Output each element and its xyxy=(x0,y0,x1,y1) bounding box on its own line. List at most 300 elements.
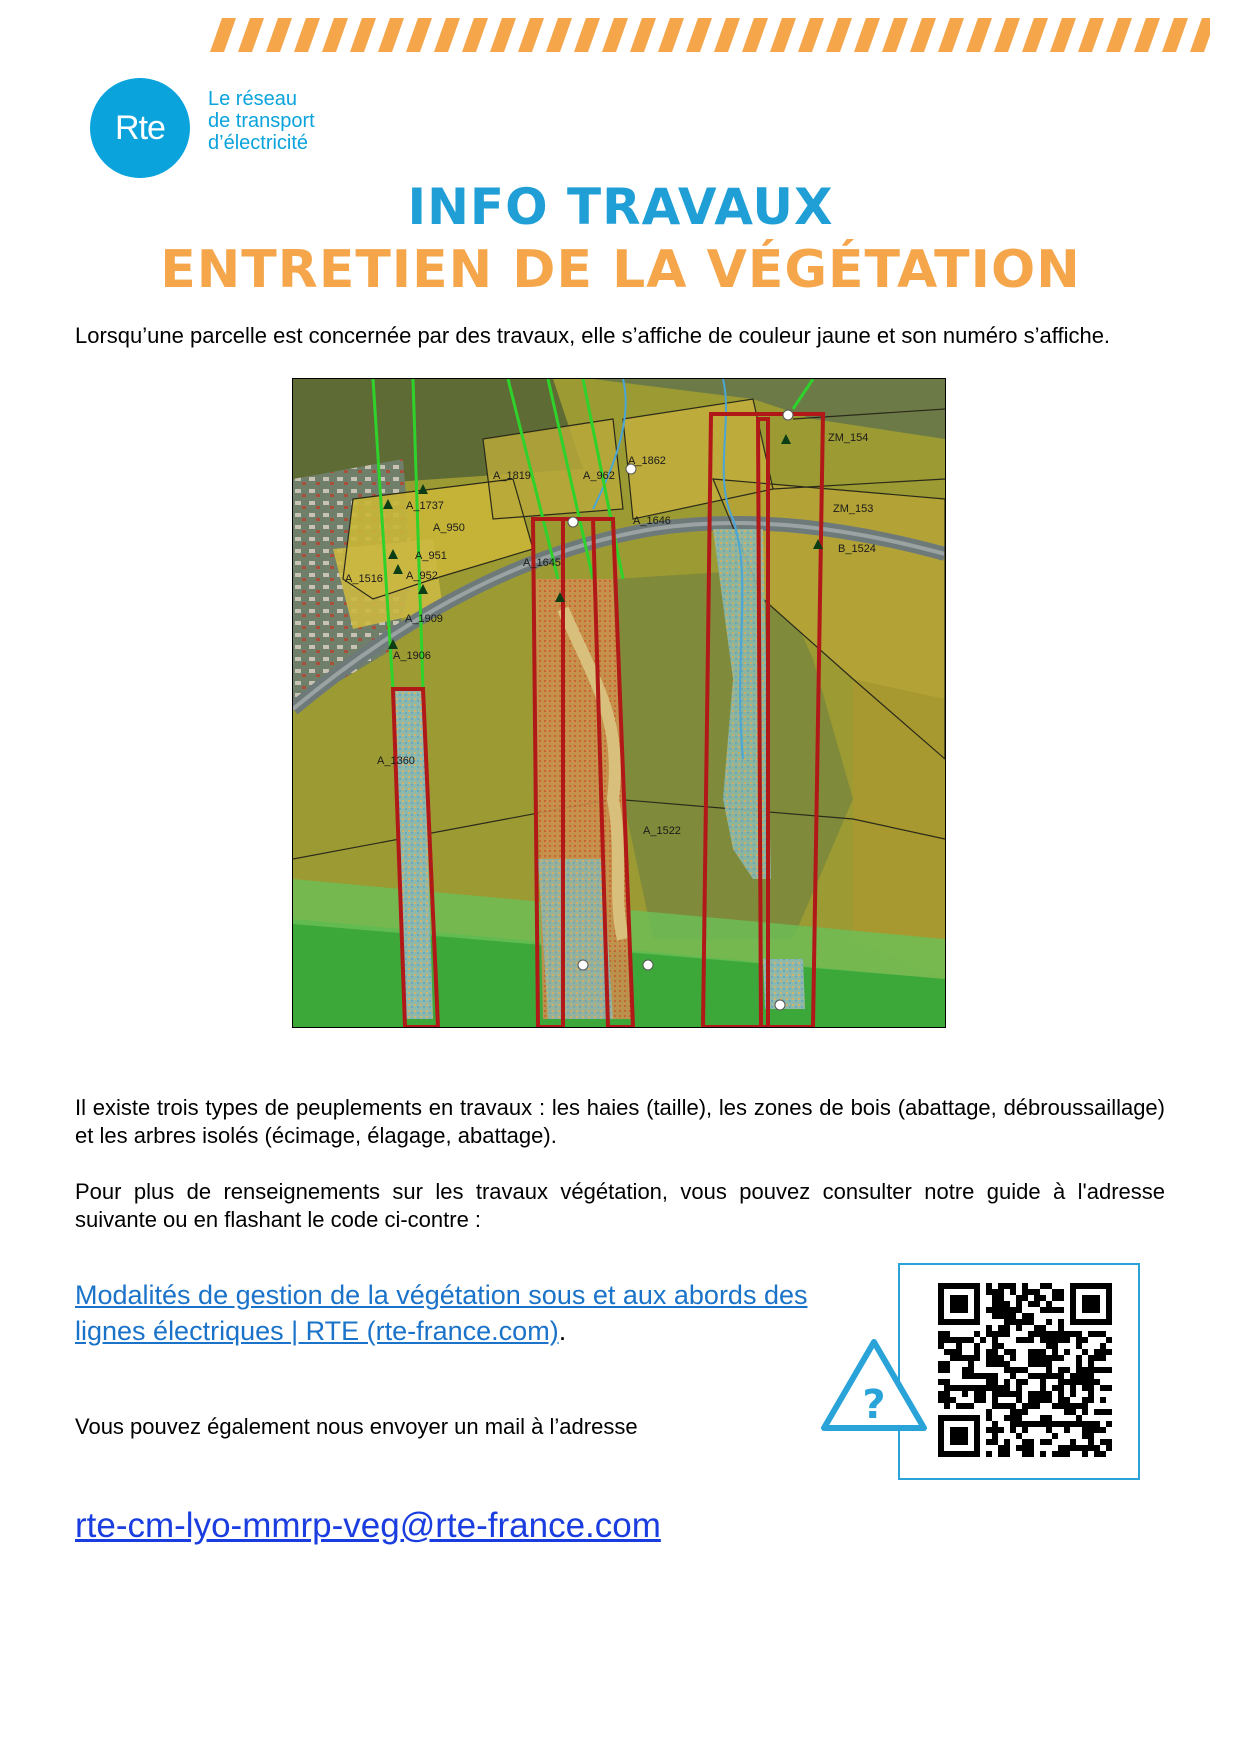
qr-module xyxy=(1040,1295,1046,1301)
qr-module xyxy=(1022,1379,1028,1385)
qr-module xyxy=(1070,1391,1076,1397)
qr-module xyxy=(944,1379,950,1385)
qr-module xyxy=(992,1301,998,1307)
qr-module xyxy=(1094,1451,1100,1457)
qr-module xyxy=(998,1325,1004,1331)
qr-module xyxy=(1082,1367,1088,1373)
qr-module xyxy=(968,1403,974,1409)
qr-module xyxy=(1004,1379,1010,1385)
qr-module xyxy=(1088,1331,1094,1337)
qr-module xyxy=(1058,1307,1064,1313)
qr-module xyxy=(1076,1421,1082,1427)
map-label: A_1646 xyxy=(633,515,671,527)
qr-module xyxy=(1028,1313,1034,1319)
qr-module xyxy=(986,1385,992,1391)
qr-module xyxy=(1046,1361,1052,1367)
qr-module xyxy=(992,1373,998,1379)
qr-module xyxy=(1034,1325,1040,1331)
qr-module xyxy=(944,1337,950,1343)
qr-module xyxy=(1046,1331,1052,1337)
qr-module xyxy=(1088,1385,1094,1391)
qr-module xyxy=(1016,1385,1022,1391)
qr-module xyxy=(986,1331,992,1337)
qr-module xyxy=(962,1391,968,1397)
guide-link-block xyxy=(75,1277,835,1349)
qr-module xyxy=(998,1331,1004,1337)
qr-module xyxy=(974,1331,980,1337)
qr-module xyxy=(1040,1349,1046,1355)
qr-module xyxy=(998,1295,1004,1301)
map-label: A_1737 xyxy=(406,500,444,512)
qr-module xyxy=(956,1403,962,1409)
qr-module xyxy=(986,1379,992,1385)
qr-module xyxy=(974,1385,980,1391)
qr-module xyxy=(1004,1451,1010,1457)
qr-module xyxy=(1028,1391,1034,1397)
qr-module xyxy=(1004,1403,1010,1409)
qr-module xyxy=(1070,1379,1076,1385)
qr-module xyxy=(1106,1439,1112,1445)
header-stripe-band xyxy=(210,18,1210,52)
qr-module xyxy=(1004,1319,1010,1325)
qr-module xyxy=(992,1313,998,1319)
qr-module xyxy=(938,1361,944,1367)
qr-module xyxy=(998,1283,1004,1289)
qr-module xyxy=(992,1295,998,1301)
qr-module xyxy=(1016,1301,1022,1307)
qr-module xyxy=(986,1307,992,1313)
qr-module xyxy=(980,1391,986,1397)
types-paragraph: Il existe trois types de peuplements en travaux : les haies (taille), les zones de bois (abattage, débroussaillage) et les arbres isolés (écimage, élagage, abattage). xyxy=(75,1095,1165,1148)
qr-module xyxy=(1010,1307,1016,1313)
mail-paragraph: Vous pouvez également nous envoyer un mail à l’adresse xyxy=(75,1414,638,1439)
qr-module xyxy=(962,1367,968,1373)
qr-module xyxy=(944,1367,950,1373)
qr-module xyxy=(962,1385,968,1391)
qr-module xyxy=(1076,1403,1082,1409)
qr-module xyxy=(1082,1349,1088,1355)
qr-module xyxy=(956,1385,962,1391)
qr-module xyxy=(1070,1439,1076,1445)
qr-module xyxy=(1094,1367,1100,1373)
qr-module xyxy=(980,1373,986,1379)
qr-module xyxy=(944,1349,950,1355)
qr-module xyxy=(1088,1373,1094,1379)
qr-module xyxy=(986,1355,992,1361)
qr-module xyxy=(1058,1337,1064,1343)
qr-module xyxy=(1058,1289,1064,1295)
rte-logo-mark-text: Rte xyxy=(115,108,165,147)
qr-module xyxy=(1058,1325,1064,1331)
qr-module xyxy=(1064,1403,1070,1409)
qr-module xyxy=(1040,1415,1046,1421)
qr-module xyxy=(1094,1331,1100,1337)
qr-module xyxy=(1058,1421,1064,1427)
qr-module xyxy=(1034,1397,1040,1403)
qr-module xyxy=(1046,1397,1052,1403)
qr-module xyxy=(1040,1361,1046,1367)
qr-module xyxy=(1034,1295,1040,1301)
map-label: A_1819 xyxy=(493,470,531,482)
qr-module xyxy=(1004,1439,1010,1445)
qr-module xyxy=(1100,1355,1106,1361)
qr-module xyxy=(1022,1445,1028,1451)
qr-module xyxy=(1028,1397,1034,1403)
qr-module xyxy=(1064,1427,1070,1433)
qr-module xyxy=(1052,1295,1058,1301)
qr-module xyxy=(968,1355,974,1361)
qr-module xyxy=(1016,1433,1022,1439)
qr-module xyxy=(1004,1445,1010,1451)
qr-module xyxy=(998,1403,1004,1409)
qr-module xyxy=(1070,1403,1076,1409)
qr-module xyxy=(1040,1421,1046,1427)
qr-module xyxy=(1100,1343,1106,1349)
qr-module xyxy=(1034,1331,1040,1337)
qr-module xyxy=(1046,1427,1052,1433)
qr-module xyxy=(1040,1397,1046,1403)
qr-module xyxy=(950,1355,956,1361)
qr-module xyxy=(1034,1289,1040,1295)
qr-module xyxy=(1022,1427,1028,1433)
qr-module xyxy=(998,1361,1004,1367)
qr-module xyxy=(1040,1385,1046,1391)
qr-module xyxy=(998,1451,1004,1457)
qr-module xyxy=(1004,1385,1010,1391)
qr-module xyxy=(1064,1349,1070,1355)
qr-module xyxy=(1088,1379,1094,1385)
qr-module xyxy=(998,1427,1004,1433)
qr-module xyxy=(938,1367,944,1373)
qr-module xyxy=(1046,1307,1052,1313)
qr-module xyxy=(956,1349,962,1355)
qr-module xyxy=(1028,1403,1034,1409)
qr-module xyxy=(998,1385,1004,1391)
qr-module xyxy=(992,1331,998,1337)
qr-module xyxy=(1058,1331,1064,1337)
qr-module xyxy=(986,1289,992,1295)
qr-module xyxy=(1094,1445,1100,1451)
qr-module xyxy=(1094,1355,1100,1361)
qr-module xyxy=(1010,1373,1016,1379)
qr-module xyxy=(1028,1331,1034,1337)
qr-module xyxy=(1076,1337,1082,1343)
qr-module xyxy=(950,1397,956,1403)
qr-module xyxy=(1010,1355,1016,1361)
qr-module xyxy=(998,1391,1004,1397)
qr-module xyxy=(1040,1337,1046,1343)
qr-module xyxy=(1088,1439,1094,1445)
qr-module xyxy=(968,1373,974,1379)
qr-module xyxy=(1088,1445,1094,1451)
qr-module xyxy=(1046,1343,1052,1349)
qr-module xyxy=(950,1349,956,1355)
qr-module xyxy=(986,1361,992,1367)
qr-module xyxy=(1082,1379,1088,1385)
qr-module xyxy=(1082,1433,1088,1439)
qr-module xyxy=(1010,1403,1016,1409)
qr-module xyxy=(1028,1451,1034,1457)
qr-module xyxy=(992,1439,998,1445)
qr-module xyxy=(992,1421,998,1427)
qr-module xyxy=(1064,1331,1070,1337)
qr-module xyxy=(1052,1307,1058,1313)
qr-module xyxy=(1088,1391,1094,1397)
qr-module xyxy=(998,1289,1004,1295)
qr-module xyxy=(1088,1427,1094,1433)
qr-module xyxy=(1040,1325,1046,1331)
qr-module xyxy=(1040,1283,1046,1289)
qr-module xyxy=(986,1325,992,1331)
qr-module xyxy=(1004,1301,1010,1307)
qr-module xyxy=(1052,1355,1058,1361)
qr-module xyxy=(1094,1421,1100,1427)
map-label: ZM_153 xyxy=(833,503,874,515)
qr-module xyxy=(1070,1421,1076,1427)
qr-module xyxy=(992,1427,998,1433)
logo-line-2: de transport xyxy=(208,110,315,132)
qr-module xyxy=(1016,1367,1022,1373)
qr-module xyxy=(1040,1355,1046,1361)
qr-module xyxy=(1046,1337,1052,1343)
qr-module xyxy=(968,1367,974,1373)
map-label: A_1645 xyxy=(523,557,561,569)
qr-module xyxy=(1064,1445,1070,1451)
qr-module xyxy=(938,1379,944,1385)
qr-module xyxy=(1052,1433,1058,1439)
qr-module xyxy=(1058,1451,1064,1457)
qr-module xyxy=(956,1355,962,1361)
qr-module xyxy=(1046,1421,1052,1427)
info-paragraph: Pour plus de renseignements sur les travaux végétation, vous pouvez consulter notre guide à l'adresse suivante ou en flashant le code ci-contre : xyxy=(75,1179,1165,1232)
qr-module xyxy=(1034,1355,1040,1361)
qr-module xyxy=(986,1409,992,1415)
qr-module xyxy=(1076,1445,1082,1451)
qr-module xyxy=(1022,1451,1028,1457)
qr-module xyxy=(1064,1409,1070,1415)
qr-module xyxy=(1034,1349,1040,1355)
qr-module xyxy=(1082,1385,1088,1391)
qr-module xyxy=(1034,1403,1040,1409)
qr-module xyxy=(950,1427,968,1445)
qr-module xyxy=(1016,1325,1022,1331)
map-label: A_951 xyxy=(415,550,447,562)
qr-module xyxy=(1028,1337,1034,1343)
qr-module xyxy=(938,1337,944,1343)
qr-module xyxy=(944,1397,950,1403)
qr-module xyxy=(1088,1355,1094,1361)
qr-module xyxy=(1082,1403,1088,1409)
qr-module xyxy=(1004,1391,1010,1397)
qr-module xyxy=(1082,1427,1088,1433)
qr-module xyxy=(1046,1301,1052,1307)
qr-module xyxy=(1016,1409,1022,1415)
qr-module xyxy=(1034,1361,1040,1367)
qr-module xyxy=(1052,1385,1058,1391)
qr-module xyxy=(1022,1289,1028,1295)
qr-module xyxy=(962,1355,968,1361)
guide-link-suffix: . xyxy=(558,1316,567,1346)
qr-module xyxy=(1046,1391,1052,1397)
qr-module xyxy=(992,1397,998,1403)
qr-module xyxy=(1076,1373,1082,1379)
title-entretien-vegetation: ENTRETIEN DE LA VÉGÉTATION xyxy=(160,240,1081,300)
qr-module xyxy=(1094,1349,1100,1355)
qr-module xyxy=(938,1343,944,1349)
qr-module xyxy=(1058,1391,1064,1397)
qr-module xyxy=(1058,1295,1064,1301)
qr-module xyxy=(968,1337,974,1343)
qr-module xyxy=(1046,1415,1052,1421)
qr-module xyxy=(1058,1403,1064,1409)
qr-module xyxy=(1070,1385,1076,1391)
qr-module xyxy=(1010,1391,1016,1397)
qr-module xyxy=(1052,1373,1058,1379)
qr-module xyxy=(944,1331,950,1337)
qr-code-image[interactable] xyxy=(938,1283,1112,1457)
qr-module xyxy=(992,1379,998,1385)
intro-paragraph: Lorsqu’une parcelle est concernée par des travaux, elle s’affiche de couleur jaune et son numéro s’affiche. xyxy=(75,323,1111,348)
email-block xyxy=(75,1506,661,1546)
qr-module xyxy=(992,1337,998,1343)
qr-module xyxy=(1040,1331,1046,1337)
qr-module xyxy=(1004,1361,1010,1367)
qr-module xyxy=(1052,1349,1058,1355)
qr-module xyxy=(1022,1295,1028,1301)
qr-module xyxy=(1100,1367,1106,1373)
qr-module xyxy=(1022,1439,1028,1445)
qr-module xyxy=(1070,1373,1076,1379)
qr-module xyxy=(968,1361,974,1367)
qr-module xyxy=(1052,1421,1058,1427)
qr-module xyxy=(950,1295,968,1313)
qr-module xyxy=(974,1397,980,1403)
qr-module xyxy=(1028,1319,1034,1325)
qr-module xyxy=(1100,1427,1106,1433)
qr-module xyxy=(938,1391,944,1397)
qr-module xyxy=(1100,1439,1106,1445)
qr-module xyxy=(998,1313,1004,1319)
qr-module xyxy=(1034,1373,1040,1379)
qr-module xyxy=(1094,1409,1100,1415)
qr-module xyxy=(1028,1373,1034,1379)
qr-module xyxy=(986,1451,992,1457)
rte-logo-text xyxy=(208,88,315,154)
qr-module xyxy=(1028,1445,1034,1451)
qr-module xyxy=(1010,1283,1016,1289)
logo-line-1: Le réseau xyxy=(208,88,297,110)
qr-module xyxy=(1004,1331,1010,1337)
qr-module xyxy=(1070,1409,1076,1415)
help-warning-icon xyxy=(818,1336,930,1436)
qr-module xyxy=(1022,1337,1028,1343)
qr-module xyxy=(986,1427,992,1433)
qr-module xyxy=(1100,1397,1106,1403)
map-label: B_1524 xyxy=(838,543,876,555)
qr-module xyxy=(1022,1319,1028,1325)
qr-module xyxy=(1004,1313,1010,1319)
qr-module xyxy=(1010,1367,1016,1373)
qr-module xyxy=(998,1445,1004,1451)
qr-module xyxy=(1100,1409,1106,1415)
qr-module xyxy=(998,1343,1004,1349)
qr-module xyxy=(1034,1301,1040,1307)
rte-logo-mark xyxy=(90,78,190,178)
email-link[interactable]: rte-cm-lyo-mmrp-veg@rte-france.com xyxy=(75,1506,661,1545)
qr-module xyxy=(1028,1355,1034,1361)
qr-module xyxy=(1058,1445,1064,1451)
qr-module xyxy=(1106,1445,1112,1451)
qr-module xyxy=(1106,1421,1112,1427)
qr-module xyxy=(1088,1421,1094,1427)
qr-module xyxy=(1082,1295,1100,1313)
qr-module xyxy=(1022,1283,1028,1289)
qr-module xyxy=(1058,1379,1064,1385)
qr-module xyxy=(1046,1367,1052,1373)
qr-module xyxy=(1058,1373,1064,1379)
qr-module xyxy=(1064,1421,1070,1427)
qr-module xyxy=(1100,1331,1106,1337)
qr-module xyxy=(1046,1439,1052,1445)
guide-link[interactable]: Modalités de gestion de la végétation sous et aux abords des lignes électriques | RTE (rte-france.com) xyxy=(75,1280,808,1346)
qr-module xyxy=(1016,1391,1022,1397)
qr-module xyxy=(968,1385,974,1391)
qr-module xyxy=(992,1433,998,1439)
qr-module xyxy=(1010,1349,1016,1355)
qr-module xyxy=(956,1343,962,1349)
qr-module xyxy=(1022,1403,1028,1409)
qr-module xyxy=(1016,1319,1022,1325)
qr-module xyxy=(1016,1397,1022,1403)
qr-module xyxy=(1010,1409,1016,1415)
qr-module xyxy=(986,1283,992,1289)
qr-module xyxy=(992,1385,998,1391)
map-label: A_1516 xyxy=(345,573,383,585)
qr-module xyxy=(986,1415,992,1421)
qr-module xyxy=(1094,1379,1100,1385)
qr-module xyxy=(1004,1415,1010,1421)
qr-module xyxy=(1046,1283,1052,1289)
qr-module xyxy=(1100,1349,1106,1355)
qr-module xyxy=(980,1385,986,1391)
qr-module xyxy=(1106,1367,1112,1373)
qr-module xyxy=(1064,1367,1070,1373)
qr-module xyxy=(1010,1319,1016,1325)
qr-module xyxy=(1016,1337,1022,1343)
qr-module xyxy=(1016,1445,1022,1451)
qr-module xyxy=(1034,1391,1040,1397)
qr-module xyxy=(938,1331,944,1337)
qr-module xyxy=(1106,1349,1112,1355)
qr-module xyxy=(1010,1421,1016,1427)
qr-module xyxy=(962,1373,968,1379)
qr-module xyxy=(1010,1415,1016,1421)
qr-module xyxy=(986,1349,992,1355)
qr-module xyxy=(1070,1331,1076,1337)
qr-module xyxy=(1016,1379,1022,1385)
qr-module xyxy=(1016,1415,1022,1421)
qr-module xyxy=(1106,1385,1112,1391)
qr-module xyxy=(950,1385,956,1391)
qr-module xyxy=(1058,1397,1064,1403)
qr-module xyxy=(1028,1421,1034,1427)
qr-module xyxy=(1058,1367,1064,1373)
qr-module xyxy=(1052,1331,1058,1337)
qr-module xyxy=(1028,1349,1034,1355)
qr-module xyxy=(1040,1379,1046,1385)
qr-module xyxy=(1004,1325,1010,1331)
qr-module xyxy=(992,1361,998,1367)
